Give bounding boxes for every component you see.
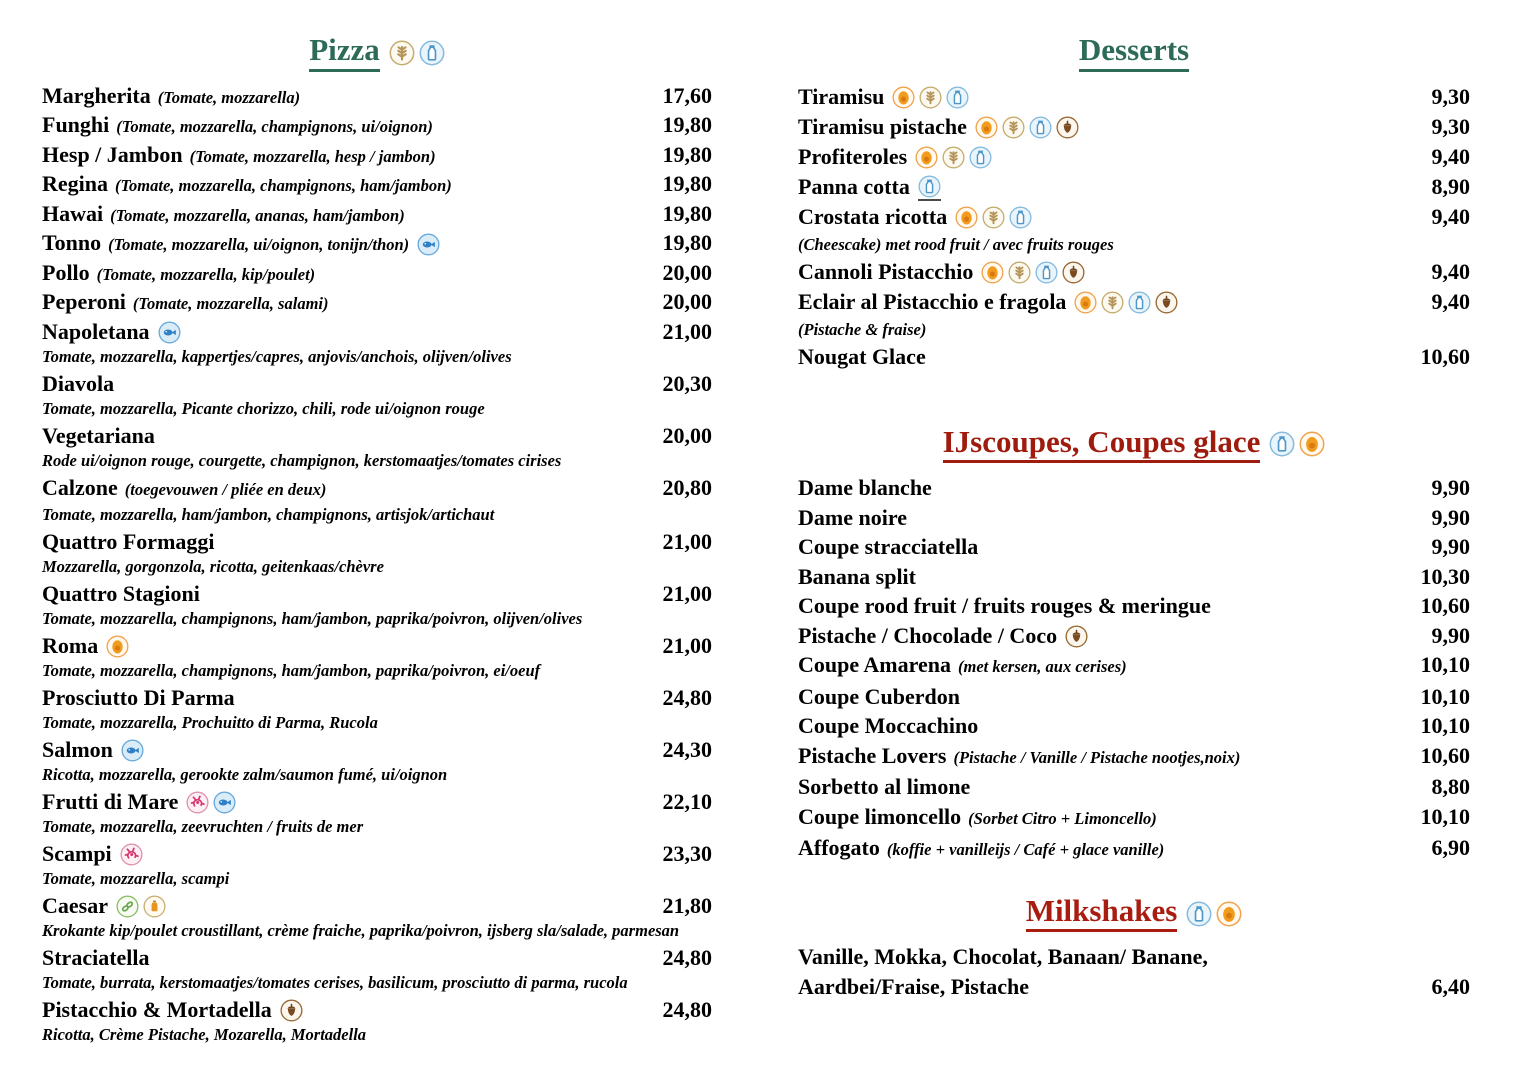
- item-name: Pistache Lovers: [798, 742, 947, 768]
- menu-item: [798, 711, 1470, 741]
- item-name: Napoletana: [42, 318, 150, 344]
- gluten-icon: [919, 86, 942, 109]
- item-price: 9,90: [1431, 622, 1470, 648]
- menu-item: [42, 318, 712, 346]
- section-header: [798, 32, 1470, 72]
- nut-icon: [280, 999, 303, 1022]
- item-note: (met kersen, aux cerises): [958, 657, 1127, 677]
- menu-item: [798, 82, 1470, 112]
- item-name: Vegetariana: [42, 422, 155, 448]
- item-name: Prosciutto Di Parma: [42, 684, 235, 710]
- item-allergen-icons: [106, 635, 129, 658]
- item-allergen-icons: [1074, 291, 1178, 314]
- item-price: 8,90: [1431, 173, 1470, 199]
- gluten-icon: [389, 40, 415, 66]
- item-price: 10,60: [1420, 593, 1470, 619]
- egg-icon: [915, 146, 938, 169]
- item-price: 21,00: [662, 528, 712, 554]
- item-name: Pistache / Chocolade / Coco: [798, 622, 1058, 648]
- item-price: 24,30: [662, 736, 712, 762]
- nut-icon: [1056, 116, 1079, 139]
- item-price: 21,00: [662, 318, 712, 344]
- egg-icon: [1216, 901, 1242, 927]
- item-allergen-icons: [915, 146, 992, 169]
- item-price: 9,40: [1431, 288, 1470, 314]
- section-allergen-icons: [1186, 901, 1242, 927]
- item-subtext: Ricotta, mozzarella, gerookte zalm/saumon fumé, ui/oignon: [42, 765, 448, 785]
- item-subtext: Tomate, mozzarella, kappertjes/capres, anjovis/anchois, olijven/olives: [42, 347, 512, 367]
- egg-icon: [1299, 431, 1325, 457]
- item-name: Hesp / Jambon: [42, 141, 183, 167]
- item-name: Regina: [42, 171, 108, 197]
- item-price: 20,80: [662, 474, 712, 500]
- right-column: [798, 32, 1470, 1048]
- item-price: 8,80: [1431, 774, 1470, 800]
- item-name: Diavola: [42, 370, 115, 396]
- gluten-icon: [942, 146, 965, 169]
- menu-item: [42, 736, 712, 764]
- milk-icon: [1269, 431, 1295, 457]
- menu-item: [42, 170, 712, 200]
- gluten-icon: [982, 206, 1005, 229]
- nut-icon: [1065, 625, 1088, 648]
- section-title: Desserts: [1079, 32, 1189, 72]
- item-note: (toegevouwen / pliée en deux): [124, 479, 327, 499]
- menu-item: [798, 503, 1470, 533]
- item-name: Funghi: [42, 112, 110, 138]
- item-name: Frutti di Mare: [42, 788, 179, 814]
- item-name: Coupe stracciatella: [798, 534, 979, 560]
- fish-icon: [158, 321, 181, 344]
- item-name: Banana split: [798, 563, 916, 589]
- item-subtext: Tomate, mozzarella, ham/jambon, champignons, artisjok/artichaut: [42, 505, 495, 525]
- item-subtext: (Pistache & fraise): [798, 319, 927, 339]
- egg-icon: [975, 116, 998, 139]
- item-price: 19,80: [662, 112, 712, 138]
- item-price: 24,80: [662, 996, 712, 1022]
- item-price: 21,00: [662, 632, 712, 658]
- egg-icon: [955, 206, 978, 229]
- menu-item: [798, 591, 1470, 621]
- item-subtext: Tomate, mozzarella, Prochuitto di Parma, Rucola: [42, 713, 378, 733]
- item-name: Nougat Glace: [798, 343, 926, 369]
- menu-item: [798, 202, 1470, 232]
- nut-icon: [1155, 291, 1178, 314]
- item-note: (Tomate, mozzarella, ui/oignon, tonijn/thon): [108, 235, 410, 255]
- item-name: Coupe Moccachino: [798, 713, 979, 739]
- item-name: Dame noire: [798, 504, 907, 530]
- item-price: 9,40: [1431, 203, 1470, 229]
- item-allergen-icons: [955, 206, 1032, 229]
- item-name: Cannoli Pistacchio: [798, 258, 974, 284]
- item-subtext: Tomate, mozzarella, Picante chorizzo, chili, rode ui/oignon rouge: [42, 399, 485, 419]
- menu-item: [798, 112, 1470, 142]
- item-name: Affogato: [798, 835, 880, 861]
- item-allergen-icons: [116, 895, 166, 918]
- menu-item: [798, 532, 1470, 562]
- item-price: 9,40: [1431, 258, 1470, 284]
- section-header: [798, 893, 1470, 933]
- menu-item: [798, 172, 1470, 202]
- item-subtext: Tomate, mozzarella, scampi: [42, 869, 230, 889]
- item-name: Dame blanche: [798, 475, 932, 501]
- menu-item: [42, 892, 712, 920]
- milk-icon: [946, 86, 969, 109]
- item-price: 9,90: [1431, 534, 1470, 560]
- section-allergen-icons: [389, 40, 445, 66]
- item-name: Sorbetto al limone: [798, 774, 971, 800]
- item-allergen-icons: [975, 116, 1079, 139]
- item-price: 24,80: [662, 944, 712, 970]
- item-subtext: Ricotta, Crème Pistache, Mozarella, Mortadella: [42, 1025, 367, 1045]
- item-name: Tiramisu pistache: [798, 113, 967, 139]
- item-price: 22,10: [662, 788, 712, 814]
- item-note: (Tomate, mozzarella, ananas, ham/jambon): [110, 205, 405, 225]
- egg-icon: [106, 635, 129, 658]
- item-name: Eclair al Pistacchio e fragola: [798, 288, 1067, 314]
- menu-item: [798, 650, 1470, 682]
- item-price: 20,30: [662, 370, 712, 396]
- item-subtext: (Cheescake) met rood fruit / avec fruits rouges: [798, 234, 1114, 254]
- gluten-icon: [1002, 116, 1025, 139]
- menu-item: [798, 473, 1470, 503]
- milk-icon: [419, 40, 445, 66]
- section-title: Milkshakes: [1026, 893, 1178, 933]
- item-price: 10,30: [1420, 563, 1470, 589]
- menu-item: [42, 288, 712, 318]
- milk-icon: [1128, 291, 1151, 314]
- item-name: Coupe Amarena: [798, 652, 951, 678]
- mustard-icon: [143, 895, 166, 918]
- item-note: (Tomate, mozzarella, hesp / jambon): [189, 146, 436, 166]
- item-price: 19,80: [662, 171, 712, 197]
- item-price: 20,00: [662, 422, 712, 448]
- item-allergen-icons: [280, 999, 303, 1022]
- egg-icon: [981, 261, 1004, 284]
- fish-icon: [213, 791, 236, 814]
- item-price: 10,60: [1420, 742, 1470, 768]
- item-note: (Tomate, mozzarella, kip/poulet): [96, 264, 316, 284]
- item-note: (Tomate, mozzarella, salami): [132, 294, 329, 314]
- item-note: (Pistache / Vanille / Pistache nootjes,noix): [953, 747, 1241, 767]
- section-ijscoupes: [798, 424, 1470, 865]
- item-price: 9,90: [1431, 475, 1470, 501]
- menu-item: [42, 370, 712, 398]
- menu-item: [42, 259, 712, 289]
- item-name: Roma: [42, 632, 99, 658]
- crustacean-icon: [120, 843, 143, 866]
- section-desserts: [798, 32, 1470, 372]
- item-name: Salmon: [42, 736, 113, 762]
- menu-item: [42, 82, 712, 112]
- item-price: 19,80: [662, 141, 712, 167]
- item-name: Profiteroles: [798, 143, 908, 169]
- nut-icon: [1062, 261, 1085, 284]
- item-name: Caesar: [42, 892, 108, 918]
- item-name: Vanille, Mokka, Chocolat, Banaan/ Banane, Aardbei/Fraise, Pistache: [798, 944, 1208, 1000]
- milk-icon: [1029, 116, 1052, 139]
- menu-item: [42, 632, 712, 660]
- milk-icon: [1009, 206, 1032, 229]
- item-name: Peperoni: [42, 289, 126, 315]
- item-allergen-icons: [120, 843, 143, 866]
- item-subtext: Krokante kip/poulet croustillant, crème fraiche, paprika/poivron, ijsberg sla/salade, parmesan: [42, 921, 680, 941]
- item-subtext: Tomate, mozzarella, zeevruchten / fruits de mer: [42, 817, 364, 837]
- item-name: Margherita: [42, 82, 151, 108]
- menu-item: [42, 684, 712, 712]
- item-price: 23,30: [662, 840, 712, 866]
- section-title: IJscoupes, Coupes glace: [943, 424, 1261, 464]
- item-allergen-icons: [918, 175, 941, 201]
- item-price: 6,40: [1431, 974, 1470, 1000]
- menu-item: [42, 422, 712, 450]
- milk-icon: [918, 175, 941, 201]
- item-name: Panna cotta: [798, 173, 910, 199]
- menu-item: [798, 142, 1470, 172]
- item-price: 10,10: [1420, 803, 1470, 829]
- item-name: Hawai: [42, 200, 104, 226]
- item-allergen-icons: [1065, 625, 1088, 648]
- menu-item: [42, 580, 712, 608]
- item-subtext: Tomate, mozzarella, champignons, ham/jambon, paprika/poivron, olijven/olives: [42, 609, 583, 629]
- item-allergen-icons: [186, 791, 236, 814]
- item-name: Pistacchio & Mortadella: [42, 996, 272, 1022]
- section-milkshakes: [798, 893, 1470, 1003]
- menu-item: [42, 944, 712, 972]
- item-price: 21,00: [662, 580, 712, 606]
- menu-item: [42, 840, 712, 868]
- section-header: [42, 32, 712, 72]
- item-price: 20,00: [662, 259, 712, 285]
- item-name: Tonno: [42, 230, 102, 256]
- menu-item: [798, 833, 1470, 865]
- menu-item: [798, 621, 1470, 651]
- menu-item: [42, 788, 712, 816]
- item-price: 9,30: [1431, 113, 1470, 139]
- item-note: (Tomate, mozzarella, champignons, ham/jambon): [115, 176, 452, 196]
- item-price: 9,90: [1431, 504, 1470, 530]
- item-allergen-icons: [158, 321, 181, 344]
- menu-item: [42, 229, 712, 259]
- menu-item: [42, 111, 712, 141]
- menu-item: [798, 802, 1470, 834]
- item-price: 10,10: [1420, 652, 1470, 678]
- item-price: 21,80: [662, 892, 712, 918]
- milk-icon: [1186, 901, 1212, 927]
- item-price: 10,60: [1420, 343, 1470, 369]
- item-name: Pollo: [42, 259, 90, 285]
- gluten-icon: [1101, 291, 1124, 314]
- menu-item: [798, 342, 1470, 372]
- menu-item: [798, 772, 1470, 802]
- celery-icon: [116, 895, 139, 918]
- item-price: 9,30: [1431, 83, 1470, 109]
- item-subtext: Tomate, burrata, kerstomaatjes/tomates cerises, basilicum, prosciutto di parma, rucola: [42, 973, 628, 993]
- fish-icon: [417, 233, 440, 256]
- item-price: 9,40: [1431, 143, 1470, 169]
- item-price: 20,00: [662, 289, 712, 315]
- item-name: Scampi: [42, 840, 112, 866]
- section-allergen-icons: [1269, 431, 1325, 457]
- menu-item: [42, 200, 712, 230]
- item-name: Crostata ricotta: [798, 203, 948, 229]
- item-name: Quattro Stagioni: [42, 580, 200, 606]
- menu-item: [798, 942, 1470, 1002]
- item-note: (koffie + vanilleijs / Café + glace vanille): [886, 840, 1165, 860]
- menu-item: [42, 528, 712, 556]
- item-name: Coupe rood fruit / fruits rouges & meringue: [798, 593, 1211, 619]
- item-price: 10,10: [1420, 683, 1470, 709]
- menu-item: [42, 474, 712, 504]
- menu-item: [42, 141, 712, 171]
- item-price: 17,60: [662, 82, 712, 108]
- milk-icon: [969, 146, 992, 169]
- egg-icon: [1074, 291, 1097, 314]
- item-name: Coupe Cuberdon: [798, 683, 960, 709]
- item-name: Quattro Formaggi: [42, 528, 215, 554]
- milk-icon: [1035, 261, 1058, 284]
- egg-icon: [892, 86, 915, 109]
- crustacean-icon: [186, 791, 209, 814]
- item-allergen-icons: [121, 739, 144, 762]
- menu-item: [798, 562, 1470, 592]
- item-price: 6,90: [1431, 835, 1470, 861]
- item-name: Tiramisu: [798, 83, 885, 109]
- section-title: Pizza: [309, 32, 380, 72]
- item-note: (Tomate, mozzarella): [157, 87, 301, 107]
- item-note: (Tomate, mozzarella, champignons, ui/oignon): [116, 117, 433, 137]
- item-price: 19,80: [662, 230, 712, 256]
- item-allergen-icons: [981, 261, 1085, 284]
- item-name: Straciatella: [42, 944, 150, 970]
- item-subtext: Rode ui/oignon rouge, courgette, champignon, kerstomaatjes/tomates cirises: [42, 451, 562, 471]
- section-pizza: [42, 32, 712, 1048]
- item-note: (Sorbet Citro + Limoncello): [968, 808, 1157, 828]
- menu-item: [798, 741, 1470, 773]
- gluten-icon: [1008, 261, 1031, 284]
- menu-item: [798, 682, 1470, 712]
- menu-item: [42, 996, 712, 1024]
- item-name: Calzone: [42, 474, 118, 500]
- left-column: [42, 32, 712, 1048]
- item-name: Coupe limoncello: [798, 803, 962, 829]
- section-header: [798, 424, 1470, 464]
- item-price: 24,80: [662, 684, 712, 710]
- item-allergen-icons: [417, 233, 440, 256]
- item-subtext: Tomate, mozzarella, champignons, ham/jambon, paprika/poivron, ei/oeuf: [42, 661, 541, 681]
- fish-icon: [121, 739, 144, 762]
- item-price: 10,10: [1420, 713, 1470, 739]
- item-allergen-icons: [892, 86, 969, 109]
- menu-item: [798, 287, 1470, 317]
- item-price: 19,80: [662, 200, 712, 226]
- item-subtext: Mozzarella, gorgonzola, ricotta, geitenkaas/chèvre: [42, 557, 384, 577]
- menu-item: [798, 257, 1470, 287]
